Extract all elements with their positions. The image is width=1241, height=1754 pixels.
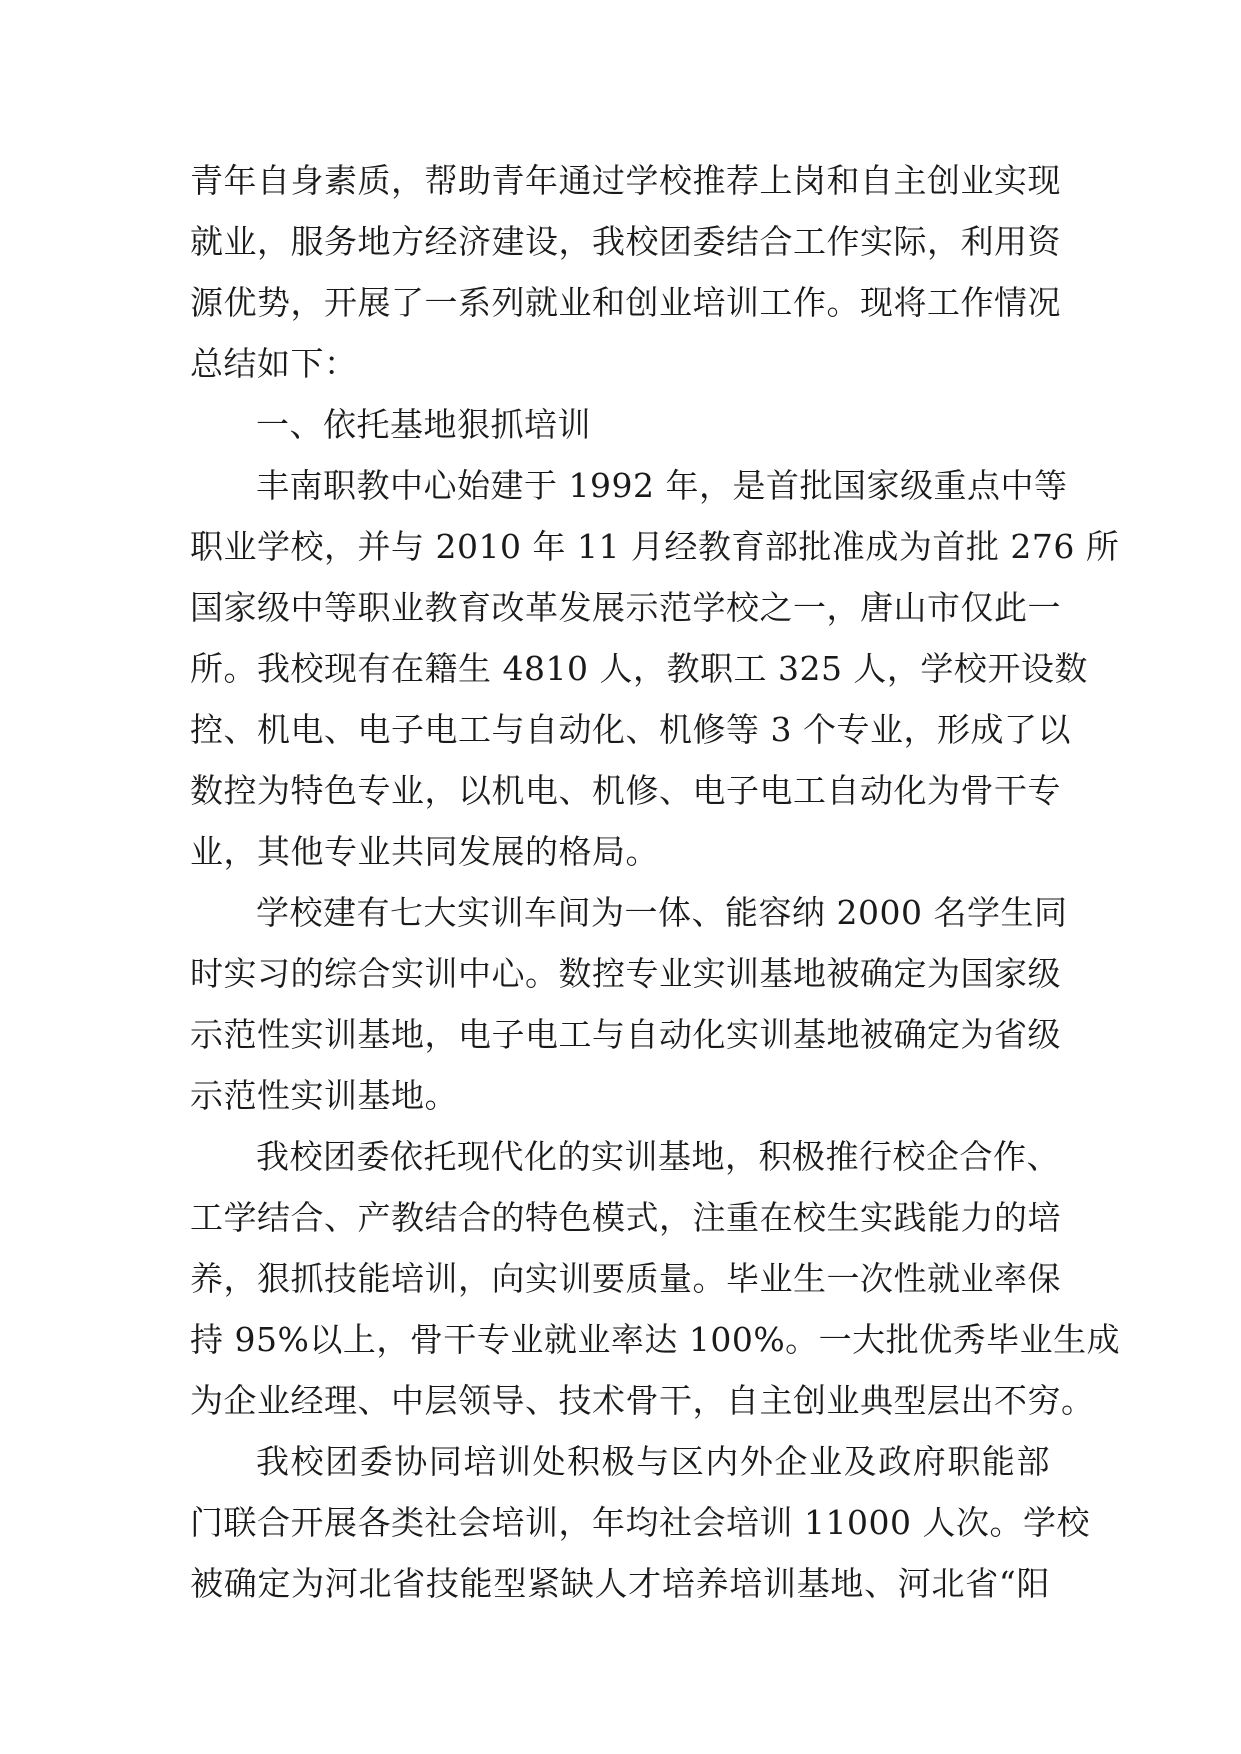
text-line: 丰南职教中心始建于 1992 年，是首批国家级重点中等 xyxy=(256,466,1068,505)
text-line: 时实习的综合实训中心。数控专业实训基地被确定为国家级 xyxy=(190,954,1061,993)
text-line: 就业，服务地方经济建设，我校团委结合工作实际，利用资 xyxy=(190,222,1061,261)
text-line: 我校团委协同培训处积极与区内外企业及政府职能部 xyxy=(256,1442,1050,1481)
paragraph-youth-league-practice xyxy=(190,1126,1121,1431)
text-line: 国家级中等职业教育改革发展示范学校之一，唐山市仅此一 xyxy=(190,588,1061,627)
paragraph-intro-continued xyxy=(190,150,1061,394)
text-line: 源优势，开展了一系列就业和创业培训工作。现将工作情况 xyxy=(190,283,1061,322)
text-line: 持 95%以上，骨干专业就业率达 100%。一大批优秀毕业生成 xyxy=(190,1320,1121,1359)
section-heading xyxy=(190,394,1050,455)
text-line: 青年自身素质，帮助青年通过学校推荐上岗和自主创业实现 xyxy=(190,161,1061,200)
text-line: 为企业经理、中层领导、技术骨干，自主创业典型层出不穷。 xyxy=(190,1381,1095,1420)
document-page xyxy=(190,150,1121,1614)
text-line: 职业学校，并与 2010 年 11 月经教育部批准成为首批 276 所 xyxy=(190,527,1120,566)
text-line: 示范性实训基地。 xyxy=(190,1076,458,1115)
paragraph-training-center xyxy=(190,882,1068,1126)
text-line: 门联合开展各类社会培训，年均社会培训 11000 人次。学校 xyxy=(190,1503,1090,1542)
text-line: 我校团委依托现代化的实训基地，积极推行校企合作、 xyxy=(256,1137,1060,1176)
heading-text: 一、依托基地狠抓培训 xyxy=(256,405,591,444)
text-line: 被确定为河北省技能型紧缺人才培养培训基地、河北省“阳 xyxy=(190,1564,1050,1603)
text-line: 控、机电、电子电工与自动化、机修等 3 个专业，形成了以 xyxy=(190,710,1071,749)
text-line: 所。我校现有在籍生 4810 人，教职工 325 人，学校开设数 xyxy=(190,649,1088,688)
text-line: 工学结合、产教结合的特色模式，注重在校生实践能力的培 xyxy=(190,1198,1061,1237)
text-line: 数控为特色专业，以机电、机修、电子电工自动化为骨干专 xyxy=(190,771,1061,810)
text-line: 养，狠抓技能培训，向实训要质量。毕业生一次性就业率保 xyxy=(190,1259,1061,1298)
paragraph-school-overview xyxy=(190,455,1120,882)
text-line: 学校建有七大实训车间为一体、能容纳 2000 名学生同 xyxy=(256,893,1068,932)
text-line: 总结如下： xyxy=(190,344,358,383)
text-line: 示范性实训基地，电子电工与自动化实训基地被确定为省级 xyxy=(190,1015,1061,1054)
paragraph-social-training xyxy=(190,1431,1090,1614)
text-line: 业，其他专业共同发展的格局。 xyxy=(190,832,659,871)
